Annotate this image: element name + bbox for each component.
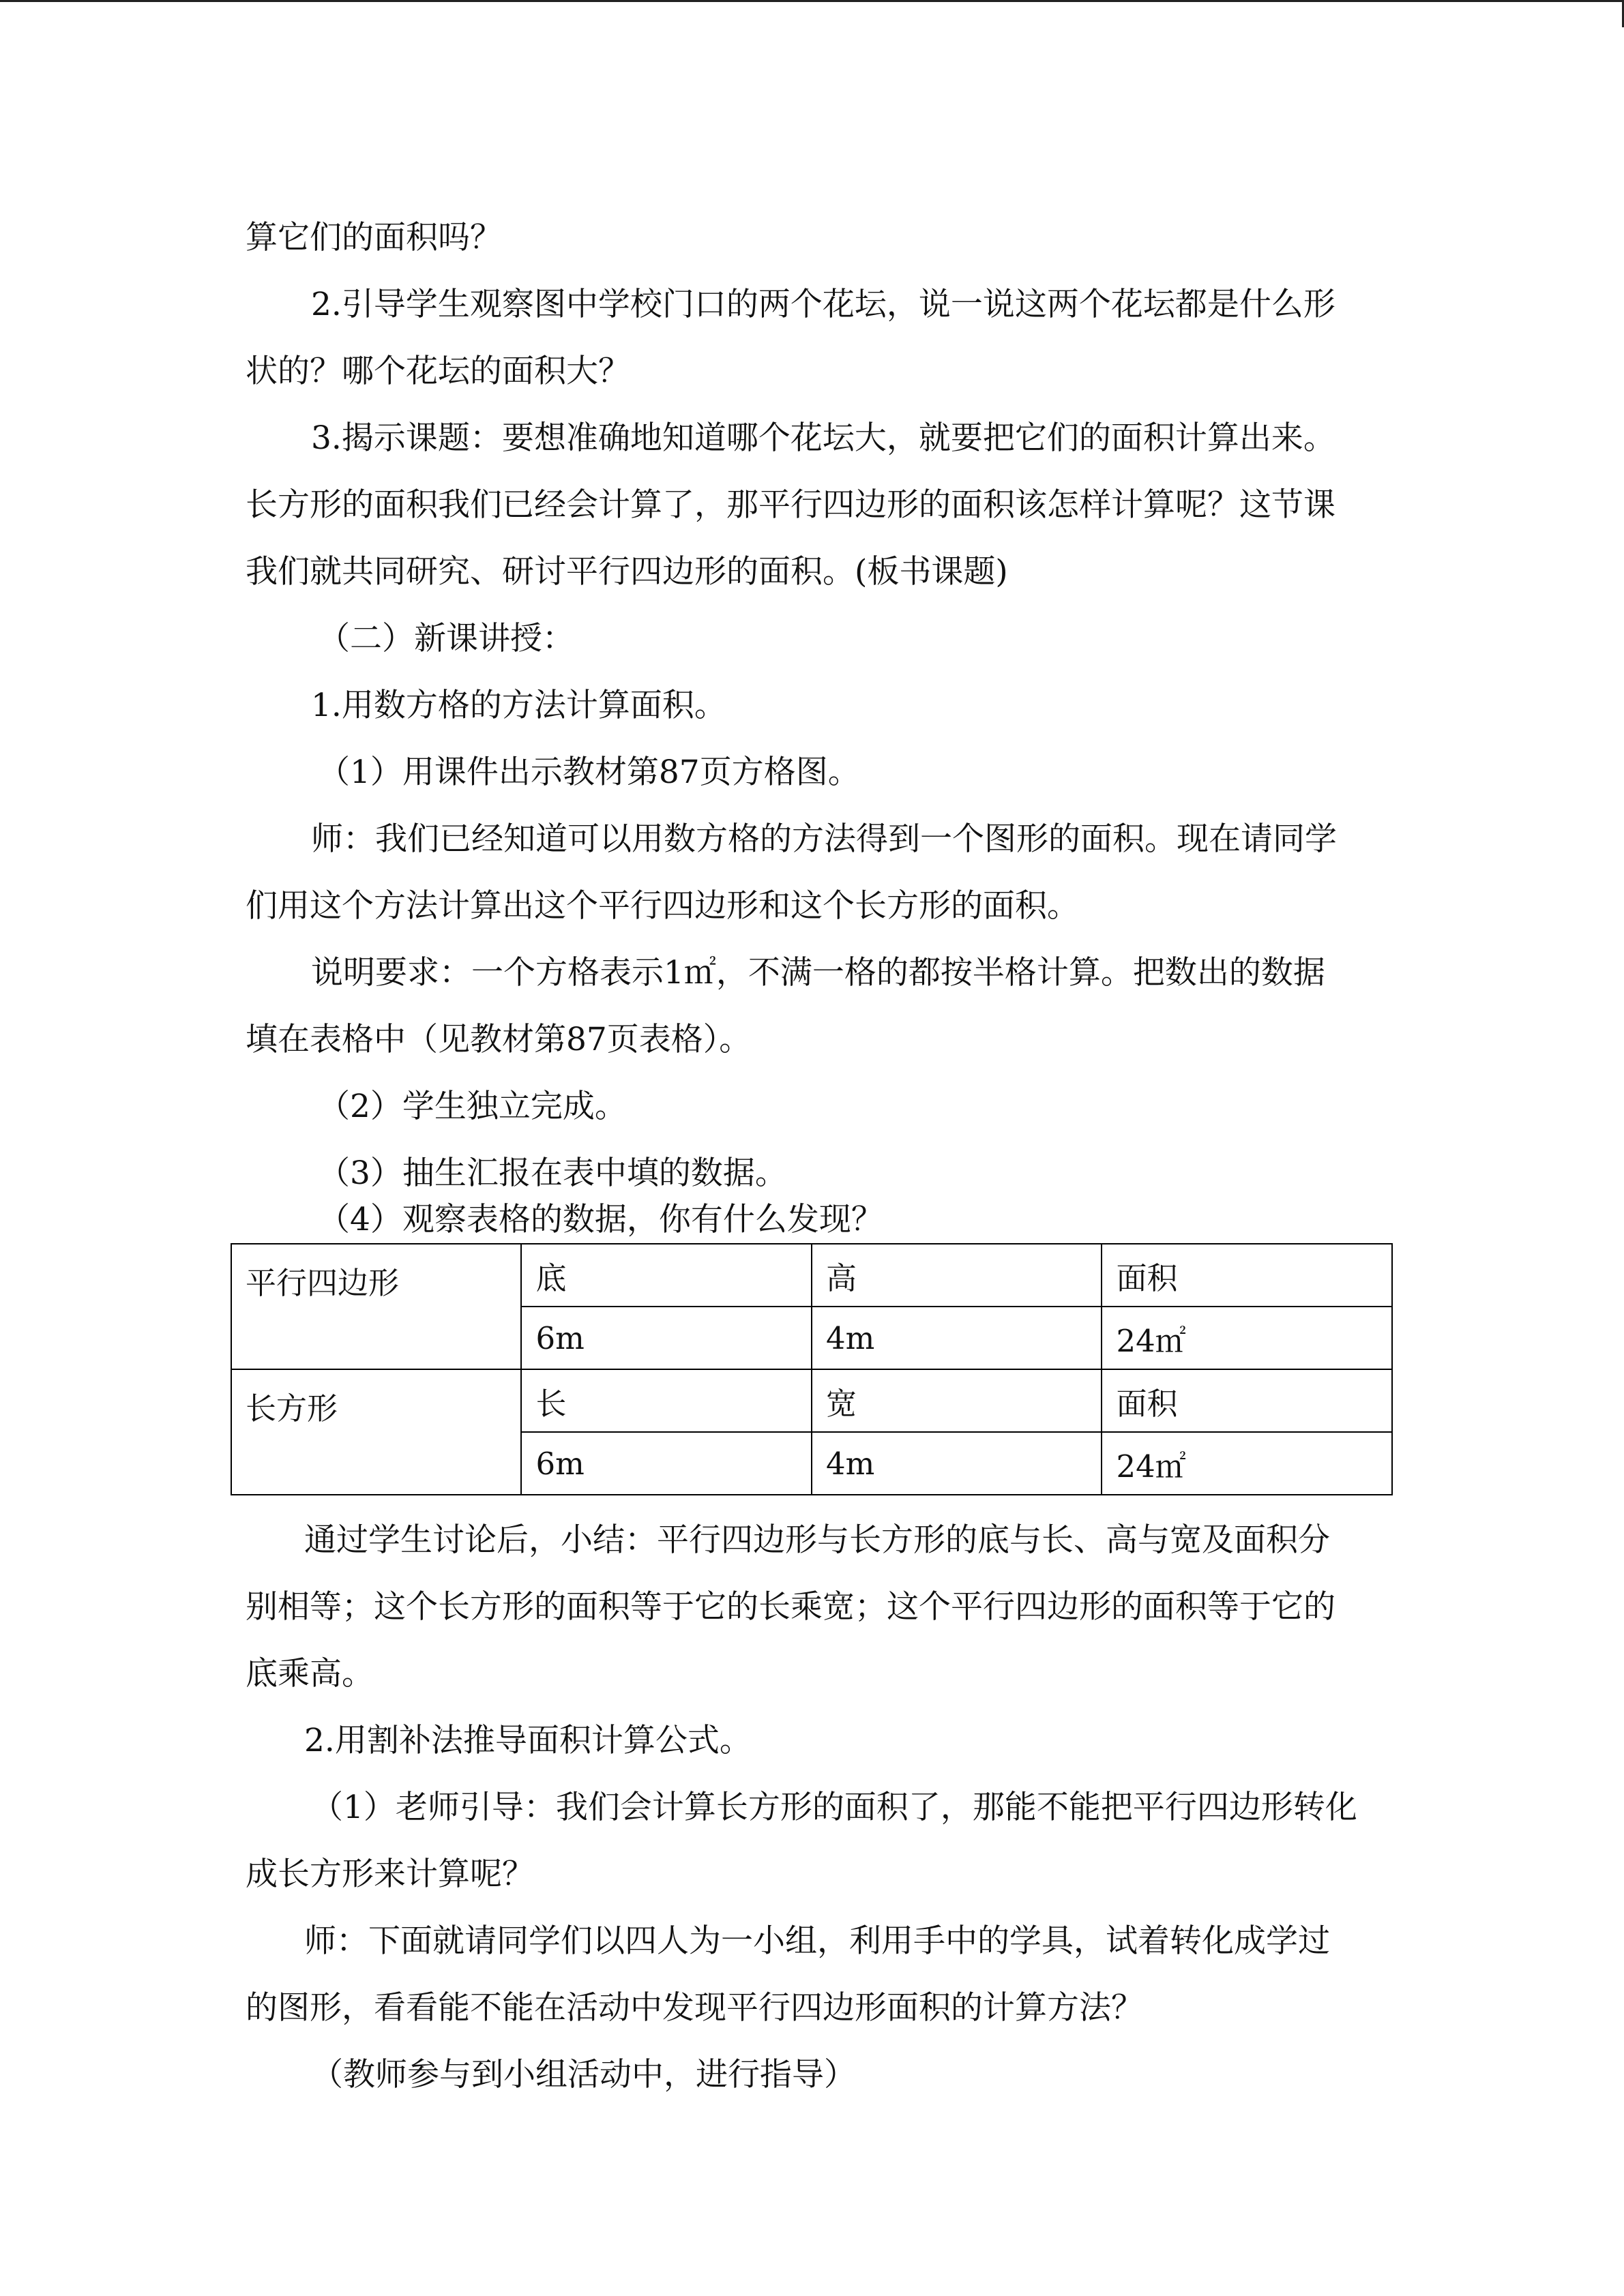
text-line: 算它们的面积吗？ — [246, 219, 502, 256]
table-header-cell: 面积 — [1102, 1369, 1392, 1432]
table-row — [231, 1244, 1392, 1307]
subsection-heading: 1.用数方格的方法计算面积。 — [311, 687, 726, 724]
text-line: 师：下面就请同学们以四人为一小组，利用手中的学具，试着转化成学过 — [304, 1922, 1330, 1960]
table-header-cell: 面积 — [1102, 1244, 1392, 1307]
section-heading: （二）新课讲授： — [318, 620, 574, 657]
text-line: （教师参与到小组活动中，进行指导） — [311, 2056, 856, 2093]
text-line: 长方形的面积我们已经会计算了，那平行四边形的面积该怎样计算呢？这节课 — [246, 486, 1335, 524]
text-line: 成长方形来计算呢？ — [246, 1855, 534, 1893]
text-line: 我们就共同研究、研讨平行四边形的面积。(板书课题) — [246, 553, 1008, 591]
text-line: （1）老师引导：我们会计算长方形的面积了，那能不能把平行四边形转化 — [311, 1789, 1357, 1826]
table-cell: 4m — [812, 1307, 1102, 1369]
text-line: 别相等；这个长方形的面积等于它的长乘宽；这个平行四边形的面积等于它的 — [246, 1588, 1335, 1626]
table-row — [231, 1369, 1392, 1432]
table-row-header: 平行四边形 — [231, 1244, 521, 1369]
table-header-cell: 宽 — [812, 1369, 1102, 1432]
table-cell: 6m — [521, 1432, 812, 1495]
text-line: 3.揭示课题：要想准确地知道哪个花坛大，就要把它们的面积计算出来。 — [311, 419, 1335, 457]
data-table — [231, 1243, 1393, 1495]
text-line: 的图形，看看能不能在活动中发现平行四边形面积的计算方法？ — [246, 1989, 1143, 2027]
table-header-cell: 长 — [521, 1369, 812, 1432]
text-line: 们用这个方法计算出这个平行四边形和这个长方形的面积。 — [246, 887, 1079, 925]
table-cell: 6m — [521, 1307, 812, 1369]
text-line: 师：我们已经知道可以用数方格的方法得到一个图形的面积。现在请同学 — [311, 820, 1337, 858]
table-row-header: 长方形 — [231, 1369, 521, 1495]
text-line: 通过学生讨论后，小结：平行四边形与长方形的底与长、高与宽及面积分 — [304, 1521, 1330, 1559]
text-line: 说明要求：一个方格表示1㎡，不满一格的都按半格计算。把数出的数据 — [311, 954, 1325, 992]
text-line: （3）抽生汇报在表中填的数据。 — [318, 1154, 787, 1192]
table-cell: 24㎡ — [1102, 1307, 1392, 1369]
table-cell: 24㎡ — [1102, 1432, 1392, 1495]
text-line: （1）用课件出示教材第87页方格图。 — [318, 754, 860, 791]
text-line: 2.引导学生观察图中学校门口的两个花坛，说一说这两个花坛都是什么形 — [311, 286, 1335, 323]
text-line: （4）观察表格的数据，你有什么发现？ — [318, 1201, 883, 1238]
text-line: 填在表格中（见教材第87页表格）。 — [246, 1021, 752, 1058]
text-line: 状的？哪个花坛的面积大？ — [246, 353, 630, 390]
text-line: （2）学生独立完成。 — [318, 1088, 627, 1125]
table-header-cell: 底 — [521, 1244, 812, 1307]
table-header-cell: 高 — [812, 1244, 1102, 1307]
table-cell: 4m — [812, 1432, 1102, 1495]
subsection-heading: 2.用割补法推导面积计算公式。 — [304, 1722, 752, 1759]
text-line: 底乘高。 — [246, 1655, 374, 1693]
page-top-border — [0, 0, 1624, 2]
